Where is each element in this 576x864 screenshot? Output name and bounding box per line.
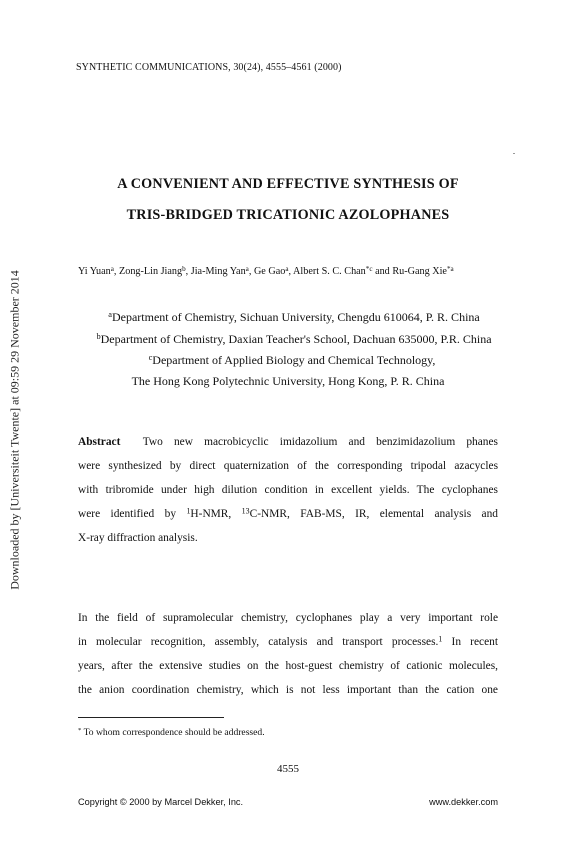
author-name: Yi Yuan [78, 266, 111, 277]
watermark-text: Downloaded by [Universiteit Twente] at 09:59 29 November 2014 [7, 270, 22, 590]
page-number: 4555 [277, 763, 299, 775]
abstract-line: X-ray diffraction analysis. [78, 532, 198, 544]
body-paragraph [78, 606, 498, 702]
author-connector: and [372, 266, 393, 277]
copyright-notice: Copyright © 2000 by Marcel Dekker, Inc. [78, 797, 244, 807]
body-text: In recent [442, 636, 498, 648]
journal-header: SYNTHETIC COMMUNICATIONS, 30(24), 4555–4561 (2000) [76, 62, 342, 73]
body-line [78, 630, 498, 654]
article-title-line-2: TRIS-BRIDGED TRICATIONIC AZOLOPHANES [126, 207, 450, 223]
author-affil-marker: a [285, 264, 289, 273]
footnote-rule [78, 717, 224, 718]
citation-sup: 1 [438, 634, 443, 644]
author-name: Zong-Lin Jiang [119, 266, 183, 277]
affil-text: Department of Chemistry, Daxian Teacher's School, Dachuan 635000, P.R. China [100, 332, 492, 346]
footnote [78, 727, 265, 738]
abstract-line: with tribromide under high dilution condition in excellent yields. The cyclophanes [78, 484, 498, 496]
author-name: Albert S. C. Chan [293, 266, 366, 277]
affil-marker: c [148, 353, 153, 363]
author-list: Yi Yuan$^a$, Zong-Lin Jiang$^b$, Jia-Ming Yan$^a$, Ge Gao$^a$, Albert S. C. Chan$^{*c}$ and Ru-Gang Xie$^{*a}$ [78, 264, 454, 277]
abstract-line: were synthesized by direct quaternization of the corresponding tripodal azacycles [78, 460, 498, 472]
body-text: in molecular recognition, assembly, catalysis and transport processes. [78, 636, 439, 648]
scan-speck [513, 153, 515, 154]
affiliation-a [6, 310, 576, 325]
footnote-marker: * [78, 726, 82, 734]
affil-text: Department of Chemistry, Sichuan University, Chengdu 610064, P. R. China [111, 310, 480, 324]
affil-marker: a [108, 310, 112, 320]
author-affil-marker: a [245, 264, 249, 273]
abstract-line [78, 430, 498, 454]
article-title-line-1: A CONVENIENT AND EFFECTIVE SYNTHESIS OF [117, 176, 459, 192]
affiliation-c-line-2: The Hong Kong Polytechnic University, Hong Kong, P. R. China [131, 374, 445, 388]
body-line: the anion coordination chemistry, which is not less important than the cation one [78, 684, 498, 696]
author-affil-marker: *a [446, 264, 454, 273]
isotope-sup: 13 [241, 506, 250, 516]
author-affil-marker: *c [365, 264, 373, 273]
abstract-line [78, 502, 498, 526]
author-affil-marker: a [110, 264, 114, 273]
affiliation-b [6, 332, 576, 347]
affil-marker: b [96, 332, 101, 342]
abstract-text: were identified by [78, 508, 187, 520]
abstract [78, 430, 498, 550]
isotope-sup: 1 [186, 506, 191, 516]
author-name: Jia-Ming Yan [190, 266, 246, 277]
abstract-label: Abstract [78, 436, 121, 448]
body-line: years, after the extensive studies on the host-guest chemistry of cationic molecules, [78, 660, 498, 672]
publisher-website: www.dekker.com [429, 797, 498, 807]
abstract-text: C-NMR, FAB-MS, IR, elemental analysis and [249, 508, 499, 520]
abstract-text: Two new macrobicyclic imidazolium and benzimidazolium phanes [142, 436, 498, 448]
author-name: Ge Gao [253, 266, 286, 277]
footnote-text: To whom correspondence should be addressed. [81, 727, 265, 738]
author-affil-marker: b [182, 264, 186, 273]
body-line: In the field of supramolecular chemistry, cyclophanes play a very important role [78, 612, 498, 624]
affil-text: Department of Applied Biology and Chemical Technology, [152, 353, 436, 367]
abstract-text: H-NMR, [190, 508, 242, 520]
affiliation-c-line-1 [4, 353, 576, 368]
author-name: Ru-Gang Xie [392, 266, 447, 277]
